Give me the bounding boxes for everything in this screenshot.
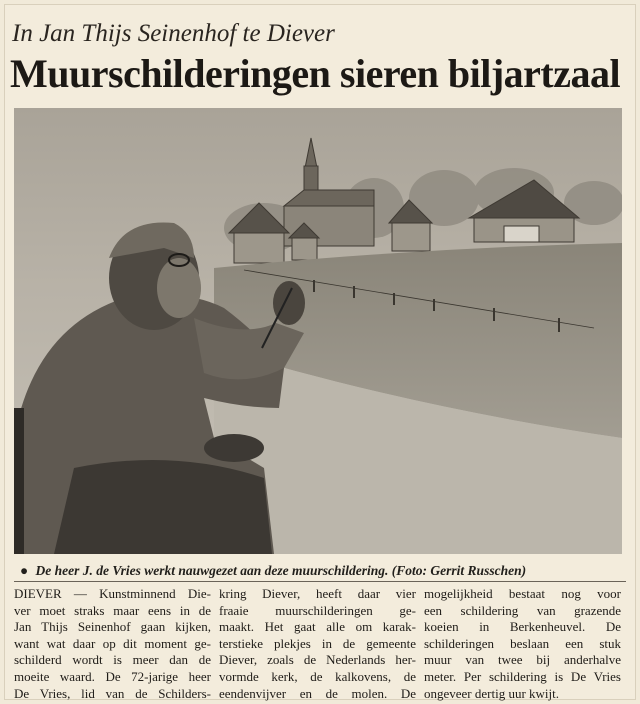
article-line: schilderd wordt is meer dan de (14, 652, 211, 668)
article-kicker: In Jan Thijs Seinenhof te Diever (12, 20, 335, 47)
article-column-1 (14, 586, 211, 702)
article-line: ongeveer dertig uur kwijt. (424, 685, 560, 701)
article-line: vormde kerk, de kalkovens, de (219, 668, 416, 684)
article-line: ver moet straks maar eens in de (14, 602, 211, 618)
caption-text: De heer J. de Vries werkt nauwgezet aan deze muurschildering. (Foto: Gerrit Russchen) (35, 563, 527, 578)
article-headline: Muurschilderingen sieren biljartzaal (10, 51, 621, 96)
article-column-3 (424, 586, 621, 702)
article-line: moeite waard. De 72-jarige heer (14, 668, 211, 684)
article-line: mogelijkheid bestaat nog voor (424, 586, 621, 601)
article-line: meter. Per schildering is De Vries (424, 668, 621, 684)
article-line: een schildering van grazende (424, 602, 621, 618)
article-line: want wat daar op dit moment ge- (14, 635, 211, 651)
article-line: koeien in Berkenheuvel. De (424, 619, 621, 635)
article-line: DIEVER — Kunstminnend Die- (14, 586, 211, 601)
article-line: De Vries, lid van de Schilders- (14, 685, 211, 701)
article-column-2 (219, 586, 416, 702)
article-line: Jan Thijs Seinenhof gaan kijken, (14, 619, 211, 635)
article-line: fraaie muurschilderingen ge- (219, 602, 416, 618)
article-photo (14, 108, 622, 554)
photo-caption (20, 563, 626, 579)
article-line: terstieke plekjes in de gemeente (219, 635, 416, 651)
caption-rule (14, 581, 626, 582)
article-body (14, 586, 626, 702)
article-line: Diever, zoals de Nederlands her- (219, 652, 416, 668)
article-line: eendenvijver en de molen. De (219, 685, 416, 701)
article-line: schilderingen beslaan een stuk (424, 635, 621, 651)
caption-bullet: ● (20, 563, 29, 578)
mural-painting-photo (14, 108, 622, 554)
article-line: maakt. Het gaat alle om karak- (219, 619, 416, 635)
article-line: muur van twee bij anderhalve (424, 652, 621, 668)
article-line: kring Diever, heeft daar vier (219, 586, 416, 601)
